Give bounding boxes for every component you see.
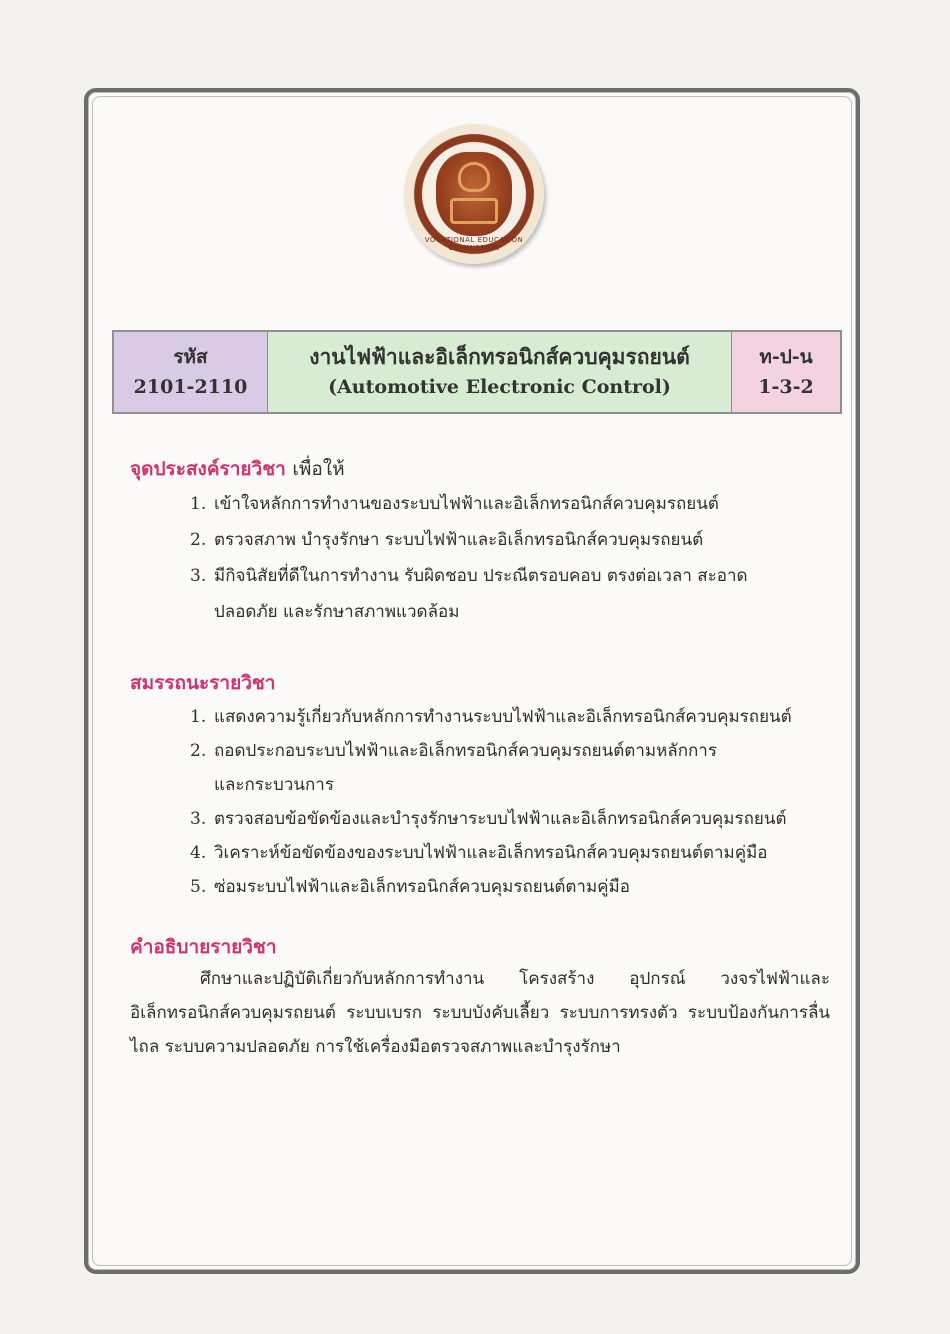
competencies-heading: [130, 668, 275, 698]
course-code-label: รหัส: [173, 346, 208, 368]
course-credit-label: ท-ป-น: [759, 346, 813, 368]
list-item: ปลอดภัย และรักษาสภาพแวดล้อม: [214, 602, 460, 622]
course-header-table: [112, 330, 842, 414]
list-item: 1. เข้าใจหลักการทำงานของระบบไฟฟ้าและอิเล็กทรอนิกส์ควบคุมรถยนต์: [190, 494, 719, 514]
objectives-list: [190, 486, 748, 630]
course-credit-cell: [732, 332, 840, 412]
list-item: 2. ตรวจสภาพ บำรุงรักษา ระบบไฟฟ้าและอิเล็กทรอนิกส์ควบคุมรถยนต์: [190, 530, 704, 550]
list-item: 4. วิเคราะห์ข้อขัดข้องของระบบไฟฟ้าและอิเล็กทรอนิกส์ควบคุมรถยนต์ตามคู่มือ: [190, 843, 768, 863]
list-item: 1. แสดงความรู้เกี่ยวกับหลักการทำงานระบบไฟฟ้าและอิเล็กทรอนิกส์ควบคุมรถยนต์: [190, 707, 792, 727]
description-heading: [130, 932, 277, 962]
list-item: 5. ซ่อมระบบไฟฟ้าและอิเล็กทรอนิกส์ควบคุมรถยนต์ตามคู่มือ: [190, 877, 630, 897]
vocational-education-commission-seal: [404, 124, 544, 264]
course-name-cell: [268, 332, 732, 412]
objectives-title: จุดประสงค์รายวิชา: [130, 458, 286, 480]
course-title-th: งานไฟฟ้าและอิเล็กทรอนิกส์ควบคุมรถยนต์: [309, 344, 690, 369]
list-item: 3. ตรวจสอบข้อขัดข้องและบำรุงรักษาระบบไฟฟ้าและอิเล็กทรอนิกส์ควบคุมรถยนต์: [190, 809, 787, 829]
competencies-list: [190, 700, 792, 904]
description-title: คำอธิบายรายวิชา: [130, 936, 277, 958]
objectives-suffix: เพื่อให้: [292, 458, 345, 480]
objectives-heading: [130, 454, 345, 484]
course-code: 2101-2110: [133, 376, 248, 398]
description-text: ศึกษาและปฏิบัติเกี่ยวกับหลักการทำงาน โครงสร้าง อุปกรณ์ วงจรไฟฟ้าและอิเล็กทรอนิกส์ควบคุมรถยนต์ ระบบเบรก ระบบบังคับเลี้ยว ระบบการทรงตัว ระบบป้องกันการลื่นไถล ระบบความปลอดภัย การใช้เครื่องมือตรวจสภาพและบำรุงรักษา: [130, 969, 830, 1057]
list-item: และกระบวนการ: [214, 775, 334, 795]
list-item: 2. ถอดประกอบระบบไฟฟ้าและอิเล็กทรอนิกส์ควบคุมรถยนต์ตามหลักการ: [190, 741, 717, 761]
competencies-title: สมรรถนะรายวิชา: [130, 672, 276, 694]
course-credit: 1-3-2: [758, 376, 814, 398]
course-title-en: (Automotive Electronic Control): [328, 376, 671, 398]
course-code-cell: [114, 332, 268, 412]
seal-emblem-icon: [436, 152, 512, 236]
list-item: 3. มีกิจนิสัยที่ดีในการทำงาน รับผิดชอบ ประณีตรอบคอบ ตรงต่อเวลา สะอาด: [190, 566, 748, 586]
seal-ring-text: VOCATIONAL EDUCATION COMMISSION: [424, 236, 524, 252]
